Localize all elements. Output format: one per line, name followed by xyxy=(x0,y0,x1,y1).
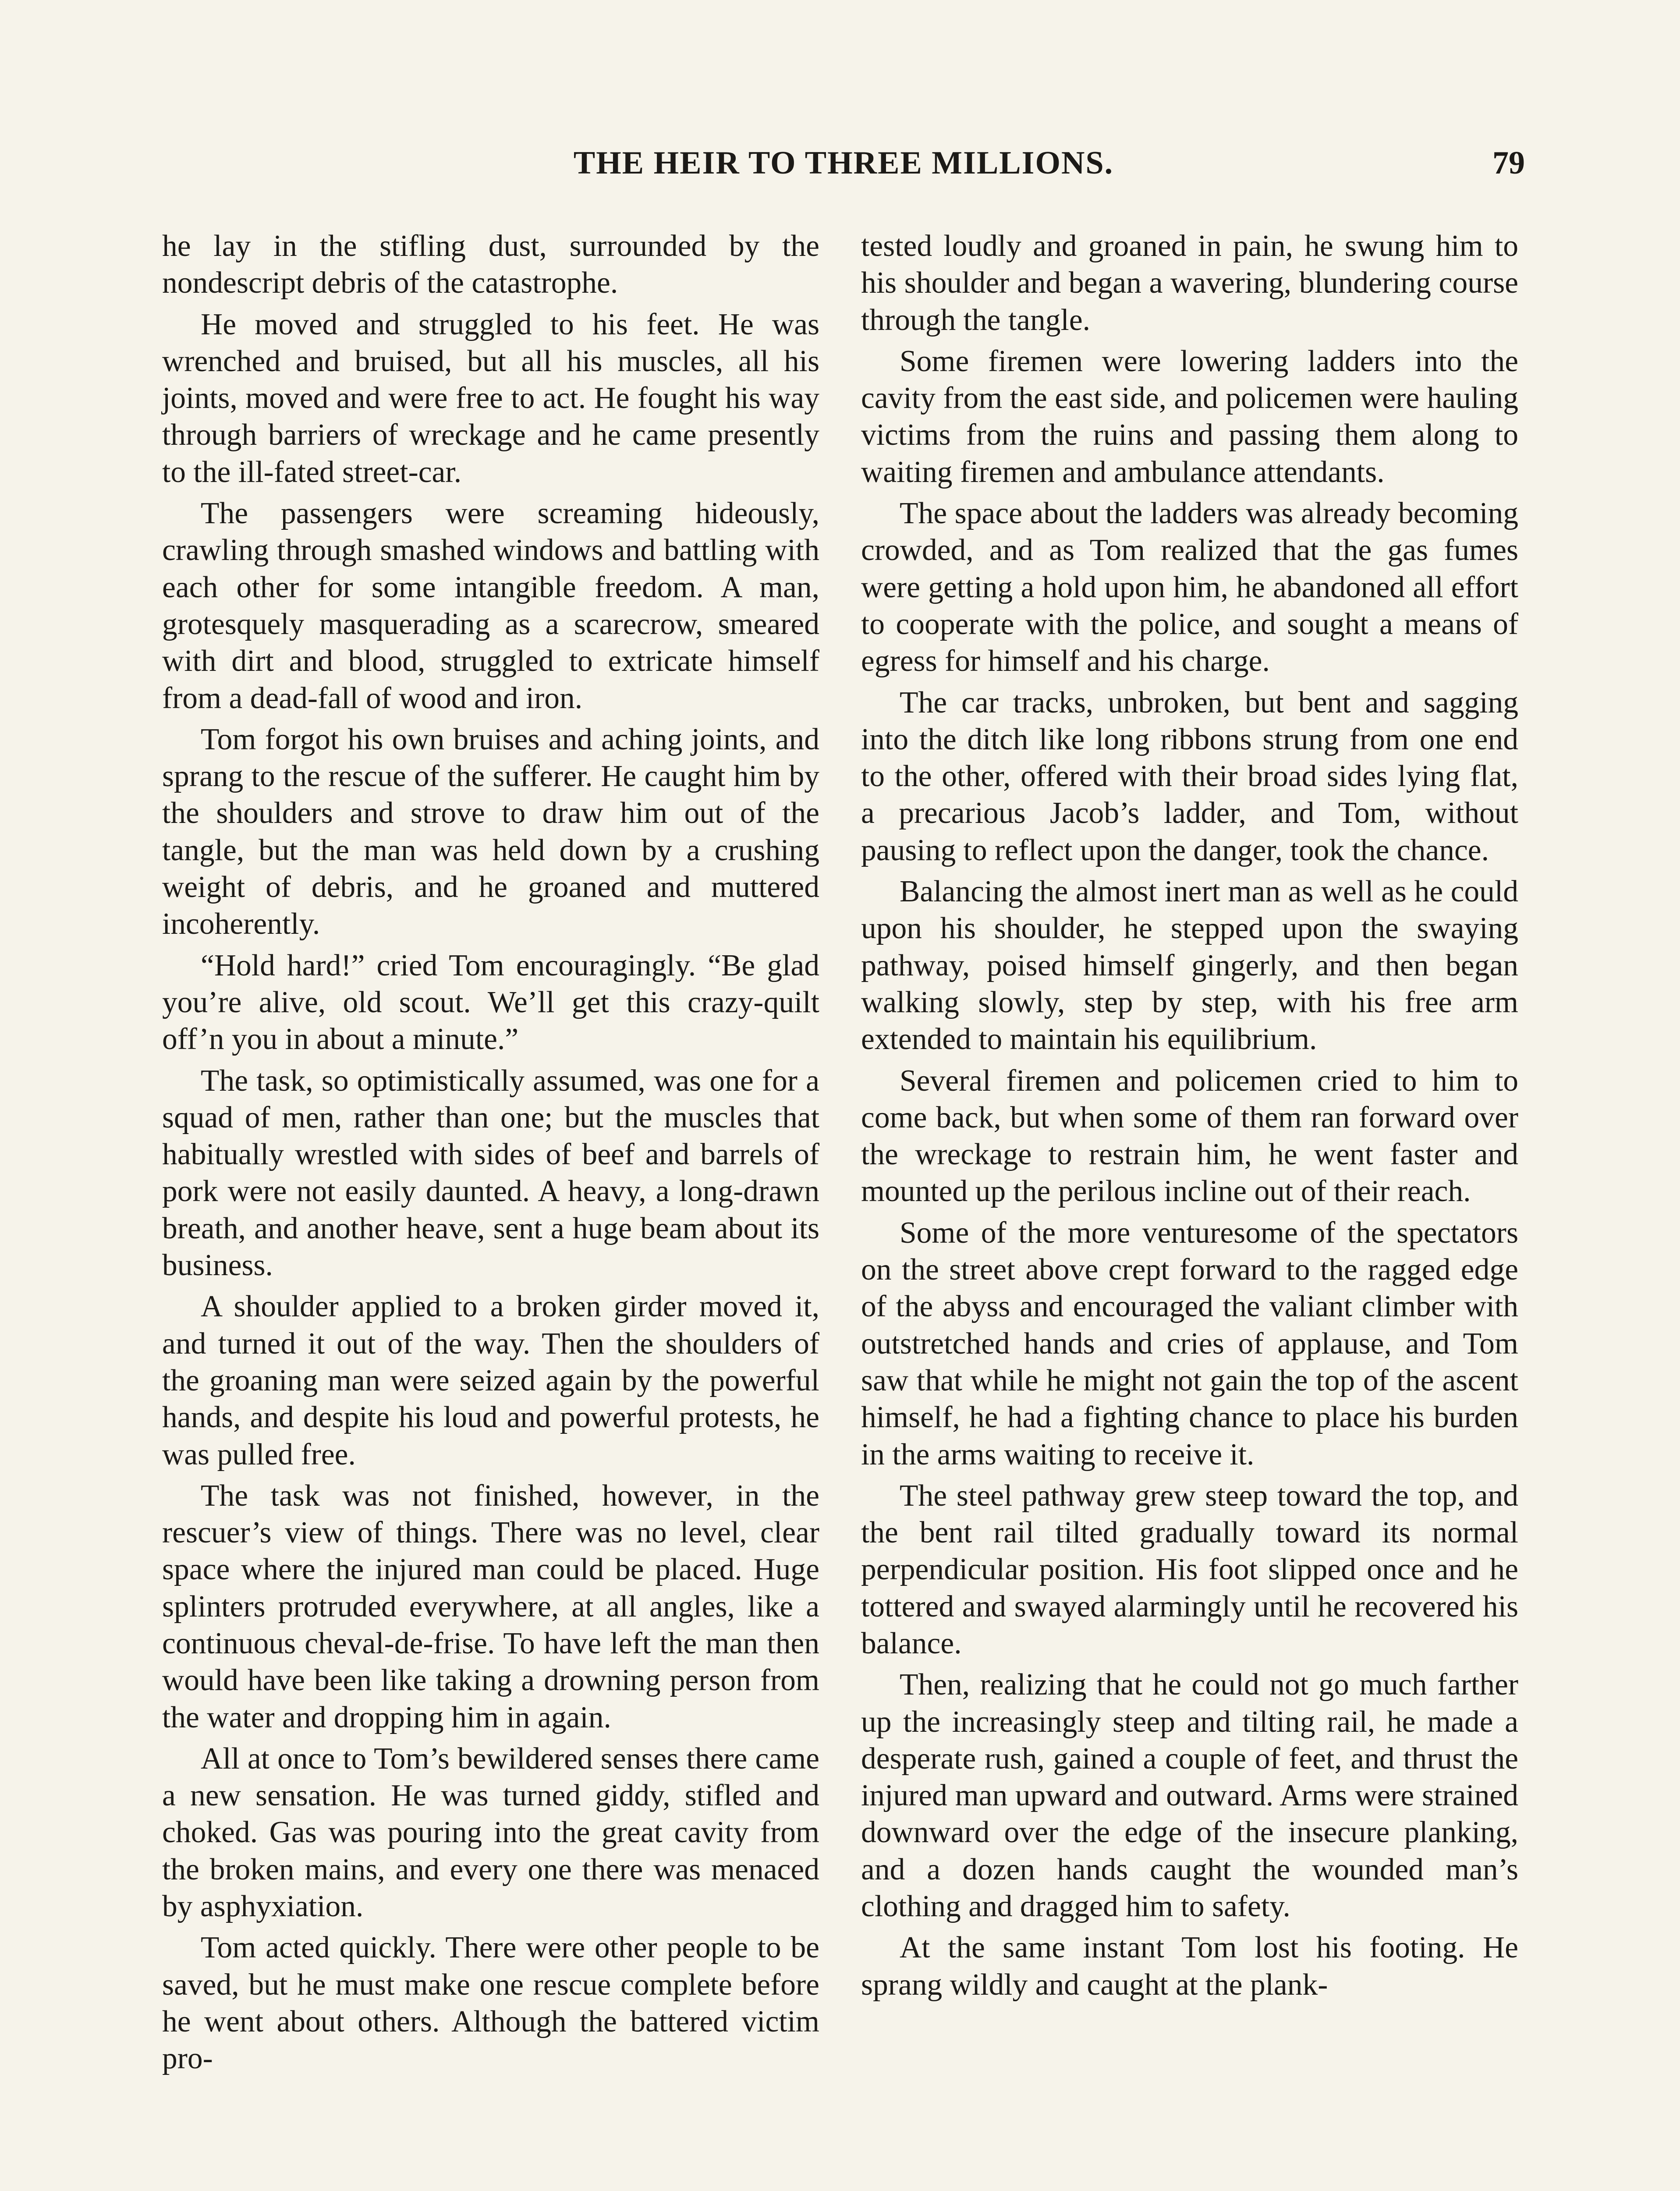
paragraph: All at once to Tom’s bewildered senses there came a new sensation. He was turned giddy, stifled and choked. Gas was pouring into the great cavity from the broken mains, and every one there was menaced by asphyxiation. xyxy=(162,1741,819,1924)
paragraph: “Hold hard!” cried Tom encouragingly. “Be glad you’re alive, old scout. We’ll get this crazy-quilt off’n you in about a minute.” xyxy=(162,948,819,1057)
paragraph: The steel pathway grew steep toward the top, and the bent rail tilted gradually toward its normal perpendicular position. His foot slipped once and he tottered and swayed alarmingly until he recovered his balance. xyxy=(861,1478,1518,1660)
paragraph: The car tracks, unbroken, but bent and sagging into the ditch like long ribbons strung from one end to the other, offered with their broad sides lying flat, a precarious Jacob’s ladder, and Tom, without pausing to reflect upon the danger, took the chance. xyxy=(861,685,1518,867)
paragraph: At the same instant Tom lost his footing. He sprang wildly and caught at the plank- xyxy=(861,1931,1518,2002)
paragraph: tested loudly and groaned in pain, he swung him to his shoulder and began a wavering, blundering course through the tangle. xyxy=(861,229,1518,337)
paragraph: The task was not finished, however, in the rescuer’s view of things. There was no level, clear space where the injured man could be placed. Huge splinters protruded everywhere, at all angles, like a continuous cheval-de-frise. To have left the man then would have been like taking a drowning person from the water and dropping him in again. xyxy=(162,1478,819,1734)
paragraph: Then, realizing that he could not go much farther up the increasingly steep and tilting rail, he made a desperate rush, gained a couple of feet, and thrust the injured man upward and outward. Arms were strained downward over the edge of the insecure planking, and a dozen hands caught the wounded man’s clothing and dragged him to safety. xyxy=(861,1668,1518,1924)
page-header xyxy=(162,145,1525,197)
paragraph: A shoulder applied to a broken girder moved it, and turned it out of the way. Then the shoulders of the groaning man were seized again by the powerful hands, and despite his loud and powerful protests, he was pulled free. xyxy=(162,1290,819,1471)
paragraph: Several firemen and policemen cried to him to come back, but when some of them ran forward over the wreckage to restrain him, he went faster and mounted up the perilous incline out of their reach. xyxy=(861,1064,1518,1209)
paragraph: The space about the ladders was already becoming crowded, and as Tom realized that the gas fumes were getting a hold upon him, he abandoned all effort to cooperate with the police, and sought a means of egress for himself and his charge. xyxy=(861,496,1518,678)
page-number: 79 xyxy=(1492,145,1525,181)
paragraph: Tom acted quickly. There were other people to be saved, but he must make one rescue complete before he went about others. Although the battered victim pro- xyxy=(162,1931,819,2076)
paragraph: The passengers were screaming hideously, crawling through smashed windows and battling with each other for some intangible freedom. A man, grotesquely masquerading as a scarecrow, smeared with dirt and blood, struggled to extricate himself from a dead-fall of wood and iron. xyxy=(162,496,819,715)
paragraph: He moved and struggled to his feet. He was wrenched and bruised, but all his muscles, all his joints, moved and were free to act. He fought his way through barriers of wreckage and he came presently to the ill-fated street-car. xyxy=(162,307,819,489)
paragraph: Balancing the almost inert man as well as he could upon his shoulder, he stepped upon the swaying pathway, poised himself gingerly, and then began walking slowly, step by step, with his free arm extended to maintain his equilibrium. xyxy=(861,875,1518,1057)
left-column xyxy=(162,228,819,2082)
paragraph: Tom forgot his own bruises and aching joints, and sprang to the rescue of the sufferer. He caught him by the shoulders and strove to draw him out of the tangle, but the man was held down by a crushing weight of debris, and he groaned and muttered incoherently. xyxy=(162,722,819,941)
paragraph: Some of the more venturesome of the spectators on the street above crept forward to the ragged edge of the abyss and encouraged the valiant climber with outstretched hands and cries of applause, and Tom saw that while he might not gain the top of the ascent himself, he had a fighting chance to place his burden in the arms waiting to receive it. xyxy=(861,1216,1518,1471)
paragraph: he lay in the stifling dust, surrounded by the nondescript debris of the catastrophe. xyxy=(162,229,819,300)
paragraph: Some firemen were lowering ladders into the cavity from the east side, and policemen were hauling victims from the ruins and passing them along to waiting firemen and ambulance attendants. xyxy=(861,344,1518,489)
right-column xyxy=(861,228,1518,2008)
paragraph: The task, so optimistically assumed, was one for a squad of men, rather than one; but the muscles that habitually wrestled with sides of beef and barrels of pork were not easily daunted. A heavy, a long-drawn breath, and another heave, sent a huge beam about its business. xyxy=(162,1064,819,1283)
running-title: THE HEIR TO THREE MILLIONS. xyxy=(573,145,1114,181)
